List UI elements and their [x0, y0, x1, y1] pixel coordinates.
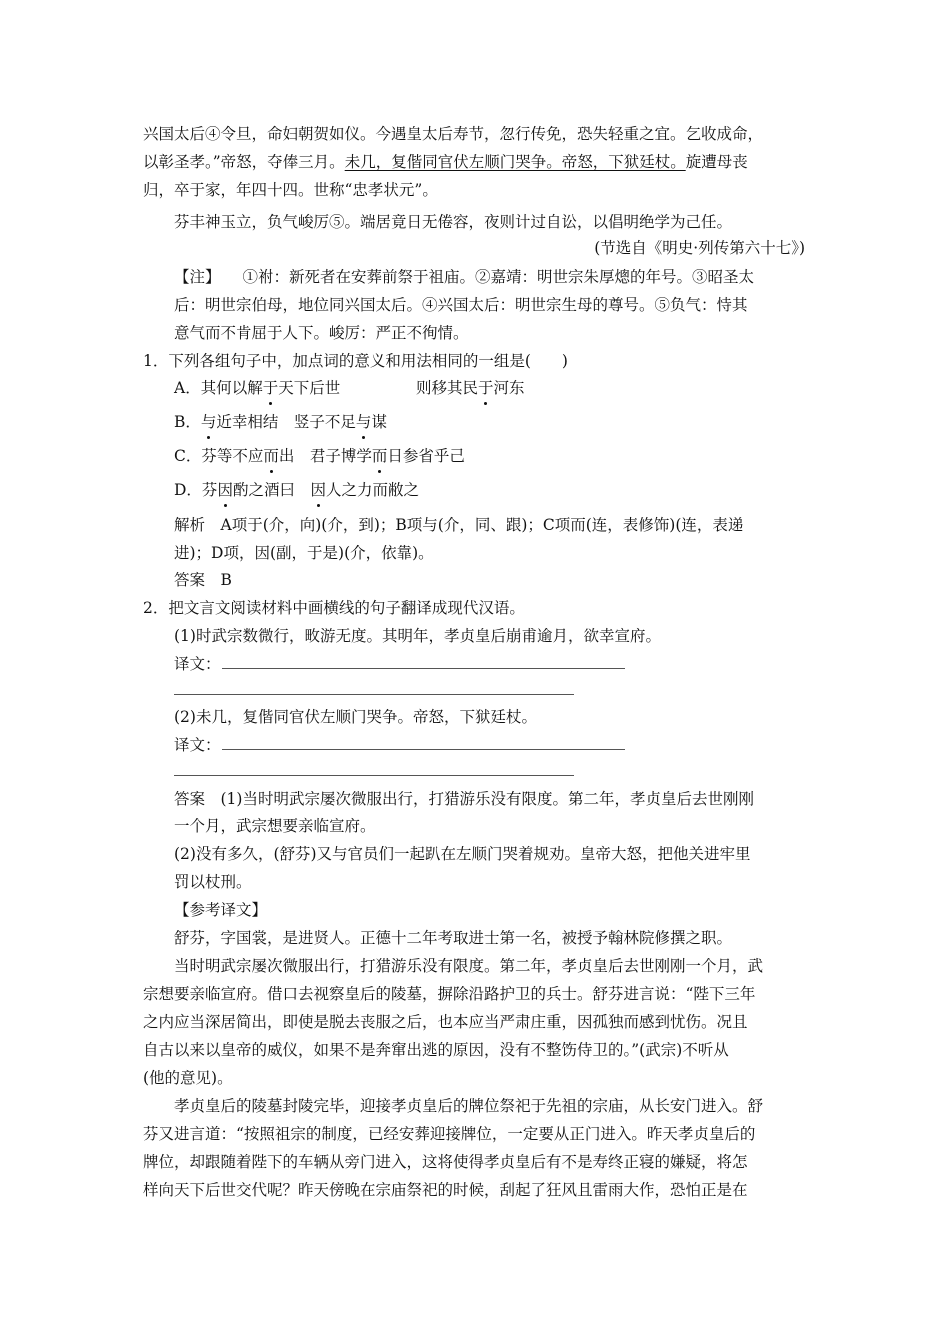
reference-line: (他的意见)。	[143, 1069, 233, 1087]
passage-text: 以彰圣孝。”帝怒，夺俸三月。	[143, 153, 345, 171]
answer-blank-line[interactable]	[222, 668, 625, 669]
dotted-word: 于	[478, 379, 494, 397]
reference-label: 【参考译文】	[174, 901, 268, 919]
passage-text: 旋遭母丧	[685, 153, 748, 171]
passage-line: 归，卒于家，年四十四。世称“忠孝状元”。	[143, 181, 438, 199]
option-b	[174, 412, 387, 432]
reference-line: 宗想要亲临宣府。借口去视察皇后的陵墓，摒除沿路护卫的兵士。舒芬进言说：“陛下三年	[143, 985, 756, 1003]
answer-blank-line[interactable]	[174, 775, 574, 776]
option-text: A．其何以解	[174, 379, 263, 397]
option-a	[174, 378, 340, 398]
answer-line: 一个月，武宗想要亲临宣府。	[174, 817, 376, 835]
answer-line: 罚以杖刑。	[174, 873, 252, 891]
analysis-line: 解析 A项于(介，向)(介，到)；B项与(介，同、跟)；C项而(连，表修饰)(连，表递	[174, 516, 744, 534]
option-text: C．芬等不应	[174, 447, 264, 465]
reference-line: 舒芬，字国裳，是进贤人。正德十二年考取进士第一名，被授予翰林院修撰之职。	[174, 929, 733, 947]
notes-line	[174, 267, 754, 287]
option-text: B．	[174, 413, 201, 431]
answer-line: 答案 (1)当时明武宗屡次微服出行，打猎游乐没有限度。第二年，孝贞皇后去世刚刚	[174, 790, 754, 808]
option-text: 天下后世	[278, 379, 341, 397]
reference-line: 牌位，却跟随着陛下的车辆从旁门进入，这将使得孝贞皇后有不是寿终正寝的嫌疑，将怎	[143, 1153, 748, 1171]
question-1-stem: 1．下列各组句子中，加点词的意义和用法相同的一组是( )	[143, 352, 568, 370]
passage-line: 兴国太后④令旦，命妇朝贺如仪。今遇皇太后寿节，忽行传免，恐失轻重之宜。乞收成命，	[143, 125, 764, 143]
option-text: 人之力而敝之	[325, 481, 419, 499]
dotted-word: 而	[371, 447, 388, 465]
option-d	[174, 480, 419, 500]
option-text: 谋	[371, 413, 387, 431]
source-citation: (节选自《明史·列传第六十七》)	[594, 239, 805, 257]
dotted-word: 与	[355, 413, 372, 431]
sentence-1: (1)时武宗数微行，畋游无度。其明年，孝贞皇后崩甫逾月，欲幸宣府。	[174, 627, 661, 645]
option-c	[174, 446, 465, 466]
notes-line: 意气而不肯屈于人下。峻厉：严正不徇情。	[174, 324, 469, 342]
question-2-stem: 2．把文言文阅读材料中画横线的句子翻译成现代汉语。	[143, 599, 525, 617]
answer-blank-line[interactable]	[222, 749, 625, 750]
answer-blank-line[interactable]	[174, 694, 574, 695]
underlined-sentence: 未几，复偕同官伏左顺门哭争。帝怒，下狱廷杖。	[344, 153, 686, 171]
option-text: 近幸相结 竖子不足	[216, 413, 356, 431]
option-text: 出 君子博学	[278, 447, 372, 465]
dotted-word: 因	[310, 481, 326, 499]
notes-label: 【注】	[174, 268, 221, 286]
dotted-word: 于	[262, 379, 279, 397]
option-text: 日参省乎己	[387, 447, 465, 465]
passage-line	[143, 152, 748, 172]
notes-text: ①祔：新死者在安葬前祭于祖庙。②嘉靖：明世宗朱厚熜的年号。③昭圣太	[242, 268, 755, 286]
translation-label: 译文：	[174, 655, 221, 673]
reference-line: 孝贞皇后的陵墓封陵完毕，迎接孝贞皇后的牌位祭祀于先祖的宗庙，从长安门进入。舒	[174, 1097, 764, 1115]
passage-line: 芬丰神玉立，负气峻厉⑤。端居竟日无倦容，夜则计过自讼，以倡明绝学为己任。	[174, 213, 733, 231]
dotted-word: 与	[200, 413, 217, 431]
option-text: 河东	[493, 379, 525, 397]
sentence-2: (2)未几，复偕同官伏左顺门哭争。帝怒，下狱廷杖。	[174, 708, 537, 726]
reference-line: 芬又进言道：“按照祖宗的制度，已经安葬迎接牌位，一定要从正门进入。昨天孝贞皇后的	[143, 1125, 756, 1143]
translation-label: 译文：	[174, 736, 221, 754]
option-text: D．芬	[174, 481, 218, 499]
analysis-line: 进)；D项，因(副，于是)(介，依靠)。	[174, 544, 434, 562]
reference-line: 自古以来以皇帝的威仪，如果不是奔窜出逃的原因，没有不整饬侍卫的。”(武宗)不听从	[143, 1041, 729, 1059]
option-text: 则移其民	[416, 379, 479, 397]
answer-line: (2)没有多久，(舒芬)又与官员们一起趴在左顺门哭着规劝。皇帝大怒，把他关进牢里	[174, 845, 751, 863]
dotted-word: 因	[217, 481, 233, 499]
option-a-second	[416, 378, 525, 398]
notes-line: 后：明世宗伯母，地位同兴国太后。④兴国太后：明世宗生母的尊号。⑤负气：恃其	[174, 296, 748, 314]
reference-line: 之内应当深居简出，即使是脱去丧服之后，也本应当严肃庄重，因孤独而感到忧伤。况且	[143, 1013, 748, 1031]
option-text: 酌之酒曰	[232, 481, 311, 499]
reference-line: 当时明武宗屡次微服出行，打猎游乐没有限度。第二年，孝贞皇后去世刚刚一个月，武	[174, 957, 764, 975]
reference-line: 样向天下后世交代呢？昨天傍晚在宗庙祭祀的时候，刮起了狂风且雷雨大作，恐怕正是在	[143, 1181, 748, 1199]
answer-line: 答案 B	[174, 571, 232, 589]
dotted-word: 而	[263, 447, 279, 465]
